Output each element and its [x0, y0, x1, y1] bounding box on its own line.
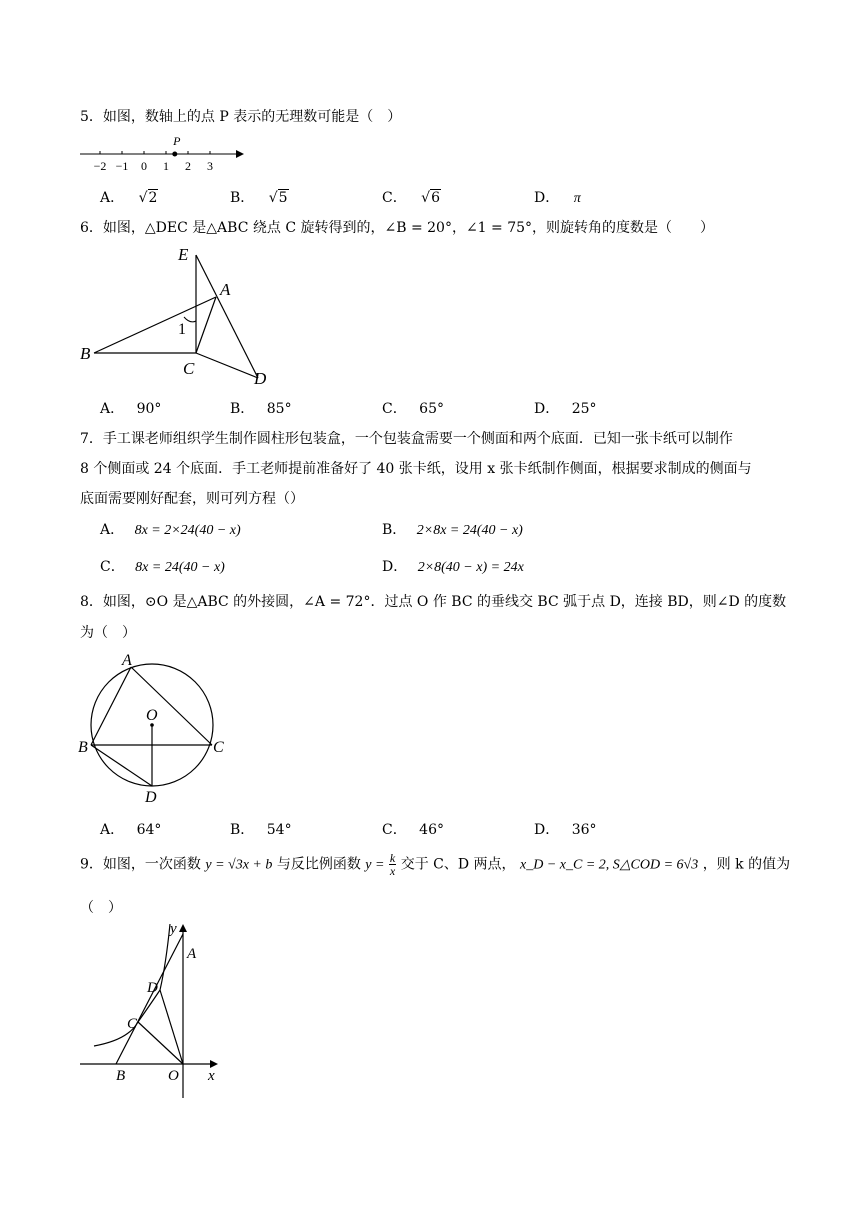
label-c: C — [183, 359, 195, 378]
q6-option-b[interactable] — [230, 398, 292, 418]
linear-function-line — [116, 934, 183, 1064]
number-line-tick-label: 3 — [207, 159, 213, 173]
option-letter: D． — [534, 822, 560, 838]
segment-ac — [131, 667, 212, 745]
number-line-tick-label: −2 — [93, 159, 107, 173]
q9-stem-line-2: （ ） — [80, 900, 122, 916]
label-d: D — [147, 980, 158, 996]
option-value: 8x = 24(40 − x) — [135, 560, 225, 575]
q9-stem-middle: 与反比例函数 — [276, 856, 361, 873]
option-value: 90° — [136, 401, 162, 417]
label-o: O — [168, 1068, 179, 1084]
q9-figure — [76, 920, 226, 1100]
number-line-arrow — [236, 150, 244, 158]
label-c: C — [213, 739, 224, 756]
q6-option-d[interactable] — [534, 398, 597, 418]
q9-inverse-y: y = — [365, 857, 385, 873]
q7-option-c[interactable] — [100, 556, 225, 576]
option-value: 36° — [571, 822, 597, 838]
segment-ba — [91, 667, 131, 745]
q9-stem-line-1 — [80, 852, 790, 878]
label-d: D — [145, 789, 157, 806]
y-axis-arrow — [179, 924, 187, 932]
segment-ba — [94, 297, 216, 353]
q9-stem-prefix: 9．如图，一次函数 — [80, 856, 201, 873]
segment-ed — [196, 255, 258, 378]
point-p-label: P — [173, 134, 181, 148]
q9-stem-suffix: 交于 C、D 两点， — [400, 856, 516, 873]
fraction-denominator: x — [389, 864, 396, 878]
option-value: π — [573, 191, 581, 206]
q5-option-a[interactable]: A． √2 — [100, 190, 158, 206]
q8-stem-line-1: 8．如图，⊙O 是△ABC 的外接圆，∠A = 72°．过点 O 作 BC 的垂线交 BC 弧于点 D，连接 BD，则∠D 的度数 — [80, 594, 787, 610]
q7-option-d[interactable] — [382, 556, 524, 576]
label-x: x — [208, 1068, 215, 1084]
option-letter: B． — [230, 190, 255, 206]
option-value: 54° — [266, 822, 292, 838]
option-value: 25° — [571, 401, 597, 417]
q7-stem-line-3: 底面需要刚好配套，则可列方程（） — [80, 491, 304, 507]
label-o: O — [146, 707, 158, 724]
label-d: D — [254, 369, 267, 388]
x-axis-arrow — [210, 1060, 218, 1068]
q5-option-b[interactable]: B． √5 — [230, 190, 288, 206]
option-value: 2×8(40 − x) = 24x — [417, 560, 524, 575]
option-value: 46° — [419, 822, 444, 838]
fraction-numerator: k — [389, 851, 396, 865]
q7-option-a[interactable] — [100, 519, 241, 539]
label-b: B — [78, 739, 88, 756]
q6-option-c[interactable] — [382, 398, 444, 418]
q6-stem: 6．如图，△DEC 是△ABC 绕点 C 旋转得到的，∠B = 20°，∠1 = 75°，则旋转角的度数是（ ） — [80, 220, 715, 236]
q8-figure — [76, 648, 236, 808]
option-value: 2×8x = 24(40 − x) — [416, 523, 523, 538]
q5-option-c[interactable]: C． √6 — [382, 190, 441, 206]
option-value: 65° — [419, 401, 444, 417]
option-letter: D． — [382, 559, 408, 575]
q8-option-d[interactable] — [534, 819, 597, 839]
option-value: 2 — [148, 190, 158, 206]
option-letter: B． — [230, 822, 255, 838]
option-letter: C． — [382, 822, 407, 838]
option-letter: B． — [382, 522, 407, 538]
q5-option-d[interactable] — [534, 187, 581, 207]
label-b: B — [116, 1068, 126, 1084]
segment-cd — [196, 353, 258, 378]
option-letter: C． — [100, 559, 125, 575]
option-value: 64° — [136, 822, 162, 838]
option-letter: A． — [100, 190, 125, 206]
option-value: 85° — [266, 401, 292, 417]
label-b: B — [80, 344, 91, 363]
option-letter: A． — [100, 822, 125, 838]
q9-inverse-fraction — [389, 852, 396, 877]
option-letter: C． — [382, 190, 407, 206]
segment-bd — [91, 745, 152, 786]
option-value: 6 — [431, 190, 441, 206]
label-a: A — [220, 280, 231, 299]
label-a: A — [122, 652, 132, 669]
q6-figure — [76, 242, 276, 390]
label-e: E — [178, 245, 189, 264]
option-letter: B． — [230, 401, 255, 417]
label-angle-1: 1 — [178, 321, 186, 338]
option-value: 8x = 2×24(40 − x) — [134, 523, 241, 538]
q8-option-b[interactable] — [230, 819, 292, 839]
q5-stem: 5．如图，数轴上的点 P 表示的无理数可能是（ ） — [80, 109, 402, 125]
point-p-marker — [172, 152, 177, 157]
option-letter: A． — [100, 522, 125, 538]
q7-stem-line-2: 8 个侧面或 24 个底面．手工老师提前准备好了 40 张卡纸，设用 x 张卡纸制作侧面，根据要求制成的侧面与 — [80, 461, 752, 477]
label-c: C — [127, 1016, 138, 1032]
number-line-tick-label: 0 — [141, 159, 147, 173]
q6-option-a[interactable] — [100, 398, 161, 418]
q9-stem-tail: ，则 k 的值为 — [702, 856, 791, 873]
option-letter: D． — [534, 190, 560, 206]
q5-number-line — [76, 134, 246, 176]
q8-stem-line-2: 为（ ） — [80, 625, 136, 641]
number-line-tick-label: 1 — [163, 159, 169, 173]
q8-option-c[interactable] — [382, 819, 444, 839]
option-letter: C． — [382, 401, 407, 417]
q9-linear-function: y = √3x + b — [205, 857, 273, 873]
option-letter: D． — [534, 401, 560, 417]
option-letter: A． — [100, 401, 125, 417]
q9-condition: x_D − x_C = 2, S△COD = 6√3 — [520, 857, 699, 873]
q7-stem-line-1: 7．手工课老师组织学生制作圆柱形包装盒，一个包装盒需要一个侧面和两个底面．已知一张卡纸可以制作 — [80, 431, 733, 447]
option-value: 5 — [278, 190, 288, 206]
number-line-tick-label: −1 — [115, 159, 129, 173]
label-y: y — [170, 921, 177, 937]
number-line-tick-label: 2 — [185, 159, 191, 173]
q8-option-a[interactable] — [100, 819, 161, 839]
label-a: A — [187, 946, 197, 962]
q7-option-b[interactable] — [382, 519, 523, 539]
